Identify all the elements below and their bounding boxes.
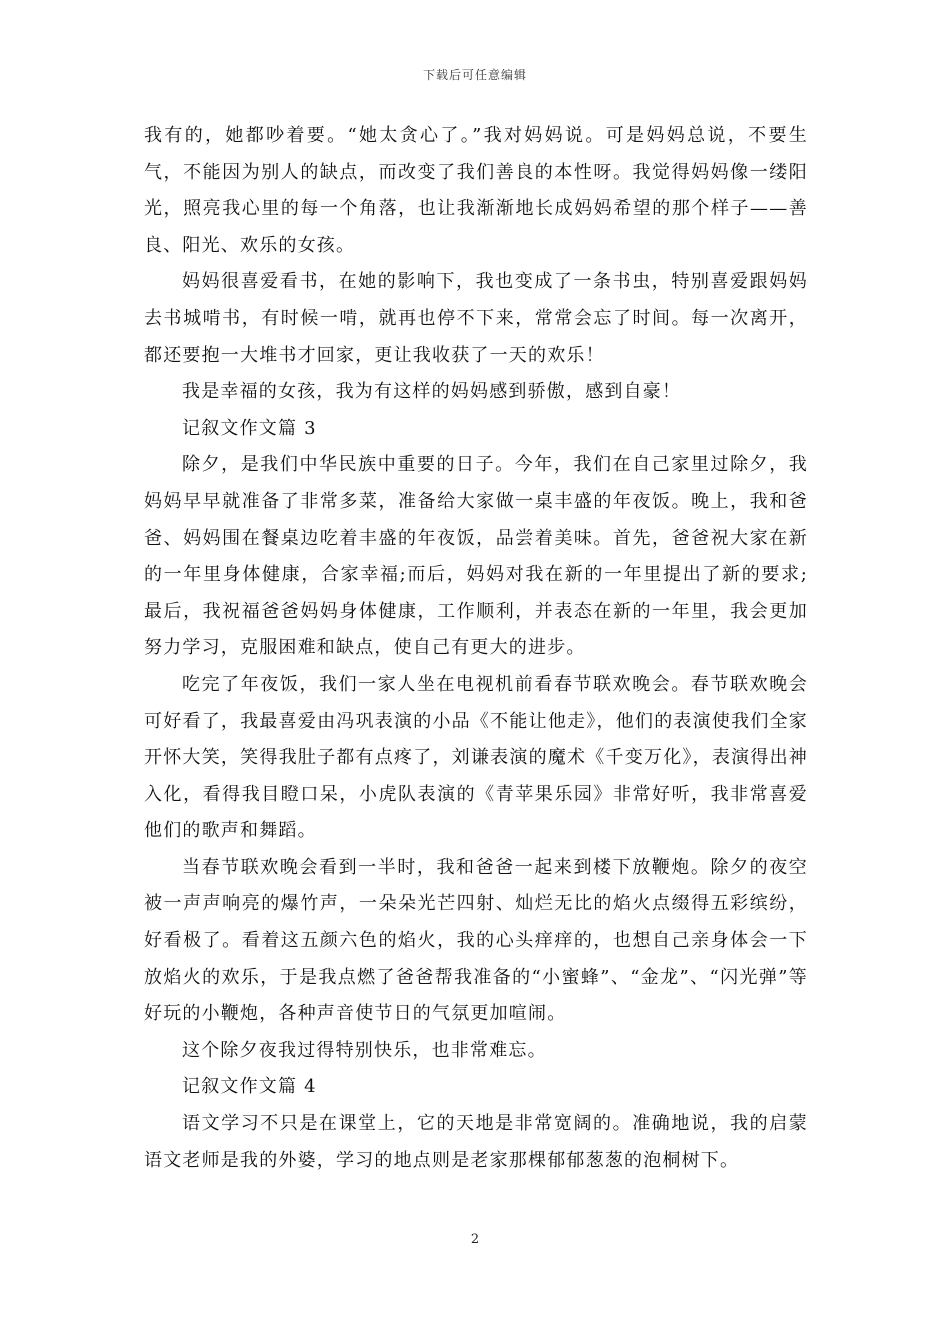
paragraph-continued: 我有的，她都吵着要。“她太贪心了。”我对妈妈说。可是妈妈总说，不要生气，不能因为别人的缺点，而改变了我们善良的本性呀。我觉得妈妈像一缕阳光，照亮我心里的每一个角落，也让我渐渐地长成妈妈希望的那个样子——善良、阳光、欢乐的女孩。 — [144, 125, 808, 256]
paragraph: 我是幸福的女孩，我为有这样的妈妈感到骄傲，感到自豪！ — [182, 381, 682, 403]
section-heading: 记叙文作文篇 4 — [182, 1076, 317, 1098]
section-heading: 记叙文作文篇 3 — [182, 417, 317, 439]
paragraph: 语文学习不只是在课堂上，它的天地是非常宽阔的。准确地说，我的启蒙语文老师是我的外婆，学习的地点则是老家那棵郁郁葱葱的泡桐树下。 — [144, 1113, 808, 1171]
page-header: 下载后可任意编辑 — [422, 68, 527, 82]
paragraph: 这个除夕夜我过得特别快乐，也非常难忘。 — [182, 1039, 547, 1061]
page-number: 2 — [470, 1232, 480, 1247]
paragraph: 吃完了年夜饭，我们一家人坐在电视机前看春节联欢晚会。春节联欢晚会可好看了，我最喜爱由冯巩表演的小品《不能让他走》，他们的表演使我们全家开怀大笑，笑得我肚子都有点疼了，刘谦表演的魔术《千变万化》，表演得出神入化，看得我目瞪口呆，小虎队表演的《青苹果乐园》非常好听，我非常喜爱他们的歌声和舞蹈。 — [144, 673, 808, 842]
paragraph: 除夕，是我们中华民族中重要的日子。今年，我们在自己家里过除夕，我妈妈早早就准备了非常多菜，准备给大家做一桌丰盛的年夜饭。晚上，我和爸爸、妈妈围在餐桌边吃着丰盛的年夜饭，品尝着美味。首先，爸爸祝大家在新的一年里身体健康，合家幸福;而后，妈妈对我在新的一年里提出了新的要求;最后，我祝福爸爸妈妈身体健康，工作顺利，并表态在新的一年里，我会更加努力学习，克服困难和缺点，使自己有更大的进步。 — [144, 454, 808, 659]
paragraph: 妈妈很喜爱看书，在她的影响下，我也变成了一条书虫，特别喜爱跟妈妈去书城啃书，有时候一啃，就再也停不下来，常常会忘了时间。每一次离开，都还要抱一大堆书才回家，更让我收获了一天的欢乐！ — [144, 271, 808, 366]
paragraph: 当春节联欢晚会看到一半时，我和爸爸一起来到楼下放鞭炮。除夕的夜空被一声声响亮的爆竹声，一朵朵光芒四射、灿烂无比的焰火点缀得五彩缤纷，好看极了。看着这五颜六色的焰火，我的心头痒痒的，也想自己亲身体会一下放焰火的欢乐，于是我点燃了爸爸帮我准备的“小蜜蜂”、“金龙”、“闪光弹”等好玩的小鞭炮，各种声音使节日的气氛更加喧闹。 — [144, 856, 808, 1025]
document-body — [144, 118, 808, 1179]
